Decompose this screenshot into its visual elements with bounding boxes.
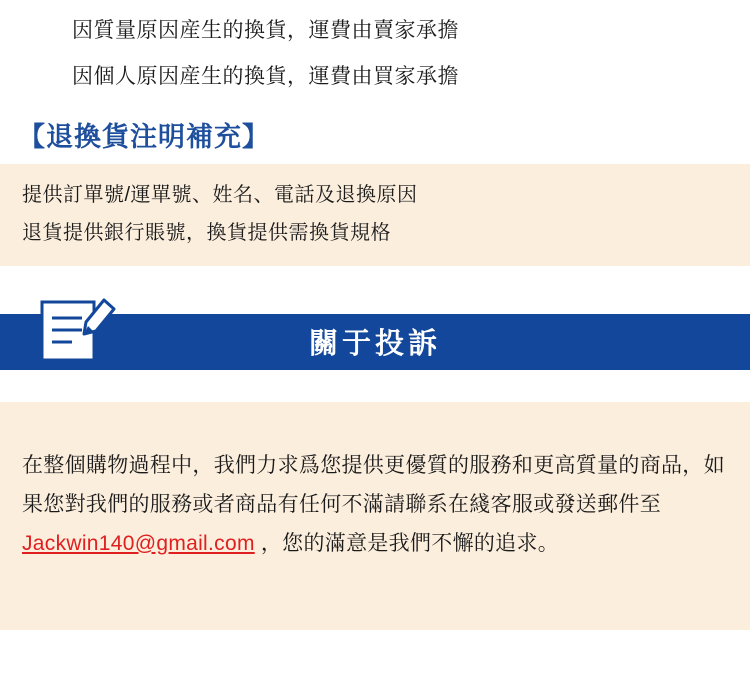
complaint-text-before: 在整個購物過程中，我們力求爲您提供更優質的服務和更高質量的商品，如果您對我們的服務或者商品有任何不滿請聯系在綫客服或發送郵件至 (22, 453, 725, 516)
section-heading-return-notes: 【退換貨注明補充】 (18, 121, 270, 152)
pencil-note-icon (36, 286, 116, 366)
banner-title: 關于投訴 (308, 328, 441, 361)
policy-line-2: 因個人原因産生的換貨，運費由買家承擔 (72, 65, 459, 89)
return-notes-box (0, 164, 750, 266)
return-policy-lines (0, 0, 750, 93)
support-email-link[interactable]: Jackwin140@gmail.com (22, 531, 255, 555)
note-line-1: 提供訂單號/運單號、姓名、電話及退換原因 (22, 183, 418, 206)
complaint-banner (0, 314, 750, 374)
complaint-paragraph (22, 447, 728, 564)
note-line-2: 退貨提供銀行賬號，換貨提供需換貨規格 (22, 221, 391, 244)
policy-line-1: 因質量原因産生的換貨，運費由賣家承擔 (72, 19, 459, 42)
complaint-text-box (0, 402, 750, 631)
complaint-text-after: ，您的滿意是我們不懈的追求。 (254, 531, 560, 555)
